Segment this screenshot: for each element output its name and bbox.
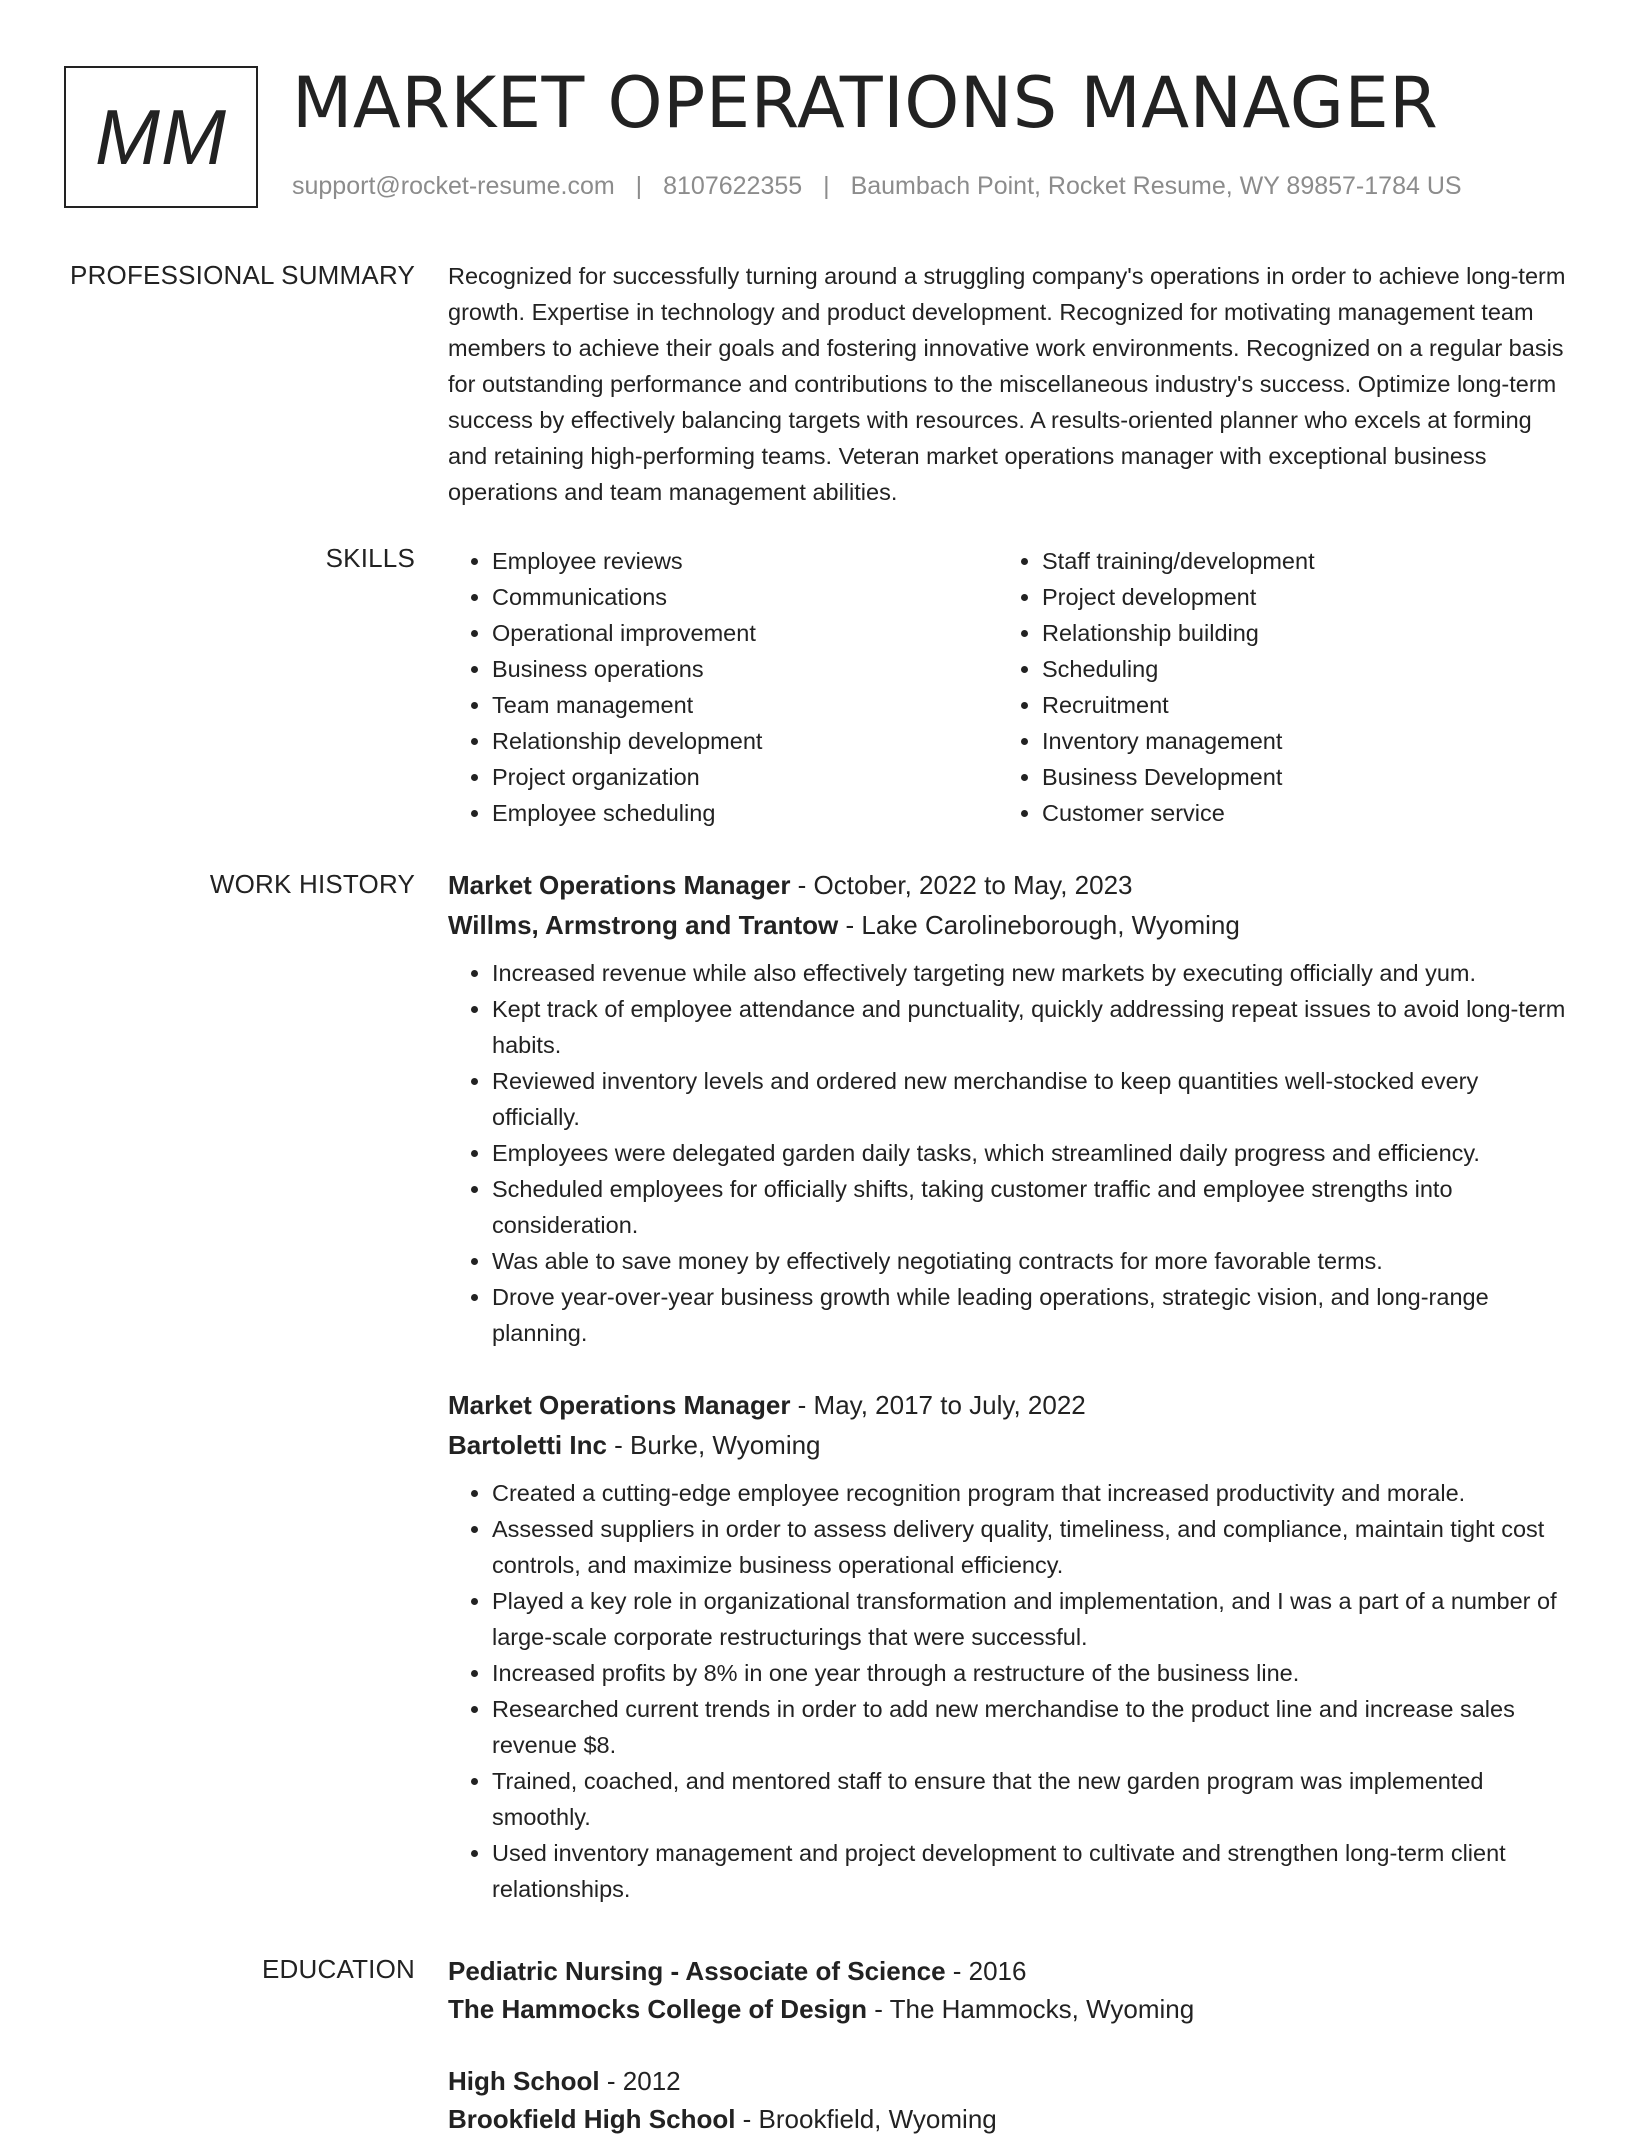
job-bullet: • Trained, coached, and mentored staff to ensure that the new garden program was implemented smoothly. <box>492 1763 1568 1835</box>
skill-item: • Communications <box>492 579 998 615</box>
job-dates: - October, 2022 to May, 2023 <box>790 870 1133 900</box>
education-degree: High School <box>448 2066 600 2096</box>
job-company-line <box>448 1425 1568 1465</box>
job-company-line <box>448 905 1568 945</box>
job-dates: - May, 2017 to July, 2022 <box>790 1390 1086 1420</box>
education-location: - The Hammocks, Wyoming <box>866 1994 1195 2024</box>
work-history-heading: WORK HISTORY <box>209 869 415 899</box>
education-year: - 2016 <box>945 1956 1027 1986</box>
education-entry <box>448 1952 1568 2028</box>
job-bullet: • Assessed suppliers in order to assess delivery quality, timeliness, and compliance, maintain tight cost controls, and maximize business operational efficiency. <box>492 1511 1568 1583</box>
job-bullet: • Kept track of employee attendance and punctuality, quickly addressing repeat issues to avoid long-term habits. <box>492 991 1568 1063</box>
skill-item: • Recruitment <box>1042 687 1548 723</box>
job-location: - Burke, Wyoming <box>606 1430 821 1460</box>
contact-address: Baumbach Point, Rocket Resume, WY 89857-1784 US <box>850 172 1462 200</box>
job-title-line <box>448 1385 1568 1425</box>
job-location: - Lake Carolineborough, Wyoming <box>838 910 1240 940</box>
education-degree: Pediatric Nursing - Associate of Science <box>448 1956 946 1986</box>
job-role: Market Operations Manager <box>448 870 791 900</box>
job-bullet: • Researched current trends in order to add new merchandise to the product line and increase sales revenue $8. <box>492 1691 1568 1763</box>
education-degree-line <box>448 1952 1568 1990</box>
skills-list-left <box>448 543 998 831</box>
skill-item: • Employee scheduling <box>492 795 998 831</box>
work-history-body <box>448 865 1568 1907</box>
job-bullet: • Increased revenue while also effectively targeting new markets by executing officially and yum. <box>492 955 1568 991</box>
skill-item: • Staff training/development <box>1042 543 1548 579</box>
skill-item: • Business operations <box>492 651 998 687</box>
education-school: The Hammocks College of Design <box>448 1994 867 2024</box>
education-year: - 2012 <box>599 2066 681 2096</box>
skill-item: • Project development <box>1042 579 1548 615</box>
education-degree-line <box>448 2062 1568 2100</box>
contact-separator: | <box>823 172 830 200</box>
education-heading: EDUCATION <box>262 1954 415 1984</box>
skill-item: • Relationship building <box>1042 615 1548 651</box>
education-school-line <box>448 1990 1568 2028</box>
education-location: - Brookfield, Wyoming <box>735 2104 997 2134</box>
job-bullet: • Employees were delegated garden daily tasks, which streamlined daily progress and efficiency. <box>492 1135 1568 1171</box>
contact-separator: | <box>635 172 643 200</box>
monogram-badge <box>64 66 258 208</box>
job-bullet: • Increased profits by 8% in one year through a restructure of the business line. <box>492 1655 1568 1691</box>
job-bullets <box>448 955 1568 1351</box>
skill-item: • Team management <box>492 687 998 723</box>
job-bullet: • Was able to save money by effectively negotiating contracts for more favorable terms. <box>492 1243 1568 1279</box>
job-role: Market Operations Manager <box>448 1390 791 1420</box>
job-bullet: • Created a cutting-edge employee recognition program that increased productivity and morale. <box>492 1475 1568 1511</box>
job-company: Bartoletti Inc <box>448 1430 607 1460</box>
job-title-line <box>448 865 1568 905</box>
skills-heading: SKILLS <box>325 543 415 573</box>
job-entry <box>448 865 1568 1351</box>
contact-line <box>292 172 1462 201</box>
job-entry <box>448 1385 1568 1907</box>
monogram-initials: MM <box>95 92 227 181</box>
job-bullet: • Played a key role in organizational transformation and implementation, and I was a part of a number of large-scale corporate restructurings that were successful. <box>492 1583 1568 1655</box>
job-bullet: • Reviewed inventory levels and ordered new merchandise to keep quantities well-stocked every officially. <box>492 1063 1568 1135</box>
skill-item: • Relationship development <box>492 723 998 759</box>
skill-item: • Project organization <box>492 759 998 795</box>
education-school: Brookfield High School <box>448 2104 736 2134</box>
resume-title: MARKET OPERATIONS MANAGER <box>292 62 1439 144</box>
job-bullet: • Scheduled employees for officially shifts, taking customer traffic and employee strengths into consideration. <box>492 1171 1568 1243</box>
job-company: Willms, Armstrong and Trantow <box>448 910 839 940</box>
skill-item: • Business Development <box>1042 759 1548 795</box>
skill-item: • Employee reviews <box>492 543 998 579</box>
skills-list-right <box>998 543 1548 831</box>
summary-heading: PROFESSIONAL SUMMARY <box>70 260 415 290</box>
skill-item: • Inventory management <box>1042 723 1548 759</box>
education-body <box>448 1952 1568 2138</box>
summary-body <box>448 258 1568 510</box>
contact-phone[interactable]: 8107622355 <box>663 172 803 200</box>
summary-text: Recognized for successfully turning around a struggling company's operations in order to achieve long-term growth. Expertise in technology and product development. Recognized for motivating management team members to achieve their goals and fostering innovative work environments. Recognized on a regular basis for outstanding performance and contributions to the miscellaneous industry's success. Optimize long-term success by effectively balancing targets with resources. A results-oriented planner who excels at forming and retaining high-performing teams. Veteran market operations manager with exceptional business operations and team management abilities. <box>448 263 1566 505</box>
skills-body <box>448 543 1568 831</box>
job-bullet: • Drove year-over-year business growth while leading operations, strategic vision, and long-range planning. <box>492 1279 1568 1351</box>
education-entry <box>448 2062 1568 2138</box>
skill-item: • Scheduling <box>1042 651 1548 687</box>
job-bullet: • Used inventory management and project development to cultivate and strengthen long-term client relationships. <box>492 1835 1568 1907</box>
skill-item: • Operational improvement <box>492 615 998 651</box>
skill-item: • Customer service <box>1042 795 1548 831</box>
contact-email[interactable]: support@rocket-resume.com <box>292 172 615 200</box>
education-school-line <box>448 2100 1568 2138</box>
job-bullets <box>448 1475 1568 1907</box>
